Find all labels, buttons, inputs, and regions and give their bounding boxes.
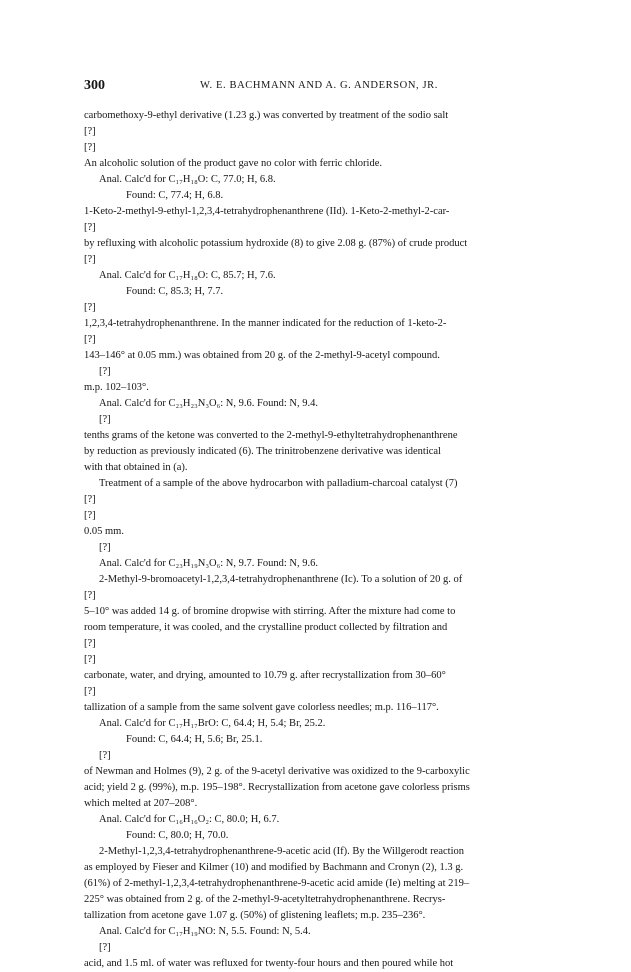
text-line: Anal. Calc'd for C₂₃H₂₃N₃O₆: N, 9.6. Found: N, 9.4. xyxy=(99,398,318,409)
text-line: carbomethoxy-9-ethyl derivative (1.23 g.) was converted by treatment of the sodio salt xyxy=(84,110,449,121)
text-line: 2-Methyl-9-bromoacetyl-1,2,3,4-tetrahydrophenanthrene (Ic). To a solution of 20 g. of xyxy=(99,574,463,585)
text-line: tallization from acetone gave 1.07 g. (50%) of glistening leaflets; m.p. 235–236°. xyxy=(84,910,426,921)
text-line: (61%) of 2-methyl-1,2,3,4-tetrahydrophenanthrene-9-acetic acid amide (Ie) melting at 219– xyxy=(84,878,470,889)
text-line: [?] xyxy=(84,686,96,697)
text-line: [?] xyxy=(84,334,96,345)
text-line: Found: C, 85.3; H, 7.7. xyxy=(126,286,224,297)
text-line: tenths grams of the ketone was converted to the 2-methyl-9-ethyltetrahydrophenanthrene xyxy=(84,430,458,441)
text-line: Treatment of a sample of the above hydrocarbon with palladium-charcoal catalyst (7) xyxy=(99,478,458,489)
text-line: 1-Keto-2-methyl-9-ethyl-1,2,3,4-tetrahydrophenanthrene (IId). 1-Keto-2-methyl-2-car- xyxy=(84,206,450,217)
text-line: [?] xyxy=(84,222,96,233)
text-line: Anal. Calc'd for C₂₃H₁₉N₃O₆: N, 9.7. Found: N, 9.6. xyxy=(99,558,318,569)
text-line: 1,2,3,4-tetrahydrophenanthrene. In the manner indicated for the reduction of 1-keto-2- xyxy=(84,318,447,329)
text-line: 5–10° was added 14 g. of bromine dropwise with stirring. After the mixture had come to xyxy=(84,606,456,617)
text-line: acid; yield 2 g. (99%), m.p. 195–198°. Recrystallization from acetone gave colorless prisms xyxy=(84,782,470,793)
text-line: Found: C, 80.0; H, 70.0. xyxy=(126,830,229,841)
page-header xyxy=(84,78,554,94)
text-line: [?] xyxy=(84,126,96,137)
text-line: 225° was obtained from 2 g. of the 2-methyl-9-acetyltetrahydrophenanthrene. Recrys- xyxy=(84,894,446,905)
text-line: Found: C, 77.4; H, 6.8. xyxy=(126,190,224,201)
text-line: Found: C, 64.4; H, 5.6; Br, 25.1. xyxy=(126,734,263,745)
text-line: as employed by Fieser and Kilmer (10) and modified by Bachmann and Cronyn (2), 1.3 g. xyxy=(84,862,464,873)
page-number: 300 xyxy=(84,78,105,93)
text-line: 2-Methyl-1,2,3,4-tetrahydrophenanthrene-9-acetic acid (If). By the Willgerodt reaction xyxy=(99,846,464,857)
text-line: [?] xyxy=(99,414,111,425)
text-line: Anal. Calc'd for C₁₇H₁₈O: C, 77.0; H, 6.8. xyxy=(99,174,276,185)
text-line: [?] xyxy=(99,366,111,377)
text-line: Anal. Calc'd for C₁₇H₁₉NO: N, 5.5. Found: N, 5.4. xyxy=(99,926,311,937)
text-line: [?] xyxy=(84,254,96,265)
text-line: [?] xyxy=(99,942,111,953)
text-line: [?] xyxy=(84,494,96,505)
text-line: tallization of a sample from the same solvent gave colorless needles; m.p. 116–117°. xyxy=(84,702,439,713)
text-line: [?] xyxy=(84,654,96,665)
text-line: [?] xyxy=(84,510,96,521)
text-line: m.p. 102–103°. xyxy=(84,382,149,393)
text-line: [?] xyxy=(84,142,96,153)
text-line: 143–146° at 0.05 mm.) was obtained from 20 g. of the 2-methyl-9-acetyl compound. xyxy=(84,350,440,361)
text-line: [?] xyxy=(99,542,111,553)
text-line: [?] xyxy=(99,750,111,761)
text-line: [?] xyxy=(84,302,96,313)
text-line: 0.05 mm. xyxy=(84,526,124,537)
text-line: [?] xyxy=(84,638,96,649)
text-line: by refluxing with alcoholic potassium hydroxide (8) to give 2.08 g. (87%) of crude product xyxy=(84,238,468,249)
text-line: of Newman and Holmes (9), 2 g. of the 9-acetyl derivative was oxidized to the 9-carboxylic xyxy=(84,766,470,777)
text-line: Anal. Calc'd for C₁₆H₁₆O₂: C, 80.0; H, 6.7. xyxy=(99,814,280,825)
text-line: Anal. Calc'd for C₁₇H₁₈O: C, 85.7; H, 7.6. xyxy=(99,270,276,281)
text-line: which melted at 207–208°. xyxy=(84,798,198,809)
text-line: An alcoholic solution of the product gave no color with ferric chloride. xyxy=(84,158,382,169)
text-line: with that obtained in (a). xyxy=(84,462,188,473)
body-text xyxy=(84,108,554,969)
text-line: by reduction as previously indicated (6). The trinitrobenzene derivative was identical xyxy=(84,446,441,457)
text-line: Anal. Calc'd for C₁₇H₁₇BrO: C, 64.4; H, 5.4; Br, 25.2. xyxy=(99,718,326,729)
text-line: room temperature, it was cooled, and the crystalline product collected by filtration and xyxy=(84,622,448,633)
running-head: W. E. BACHMANN AND A. G. ANDERSON, JR. xyxy=(200,80,438,91)
text-line: carbonate, water, and drying, amounted to 10.79 g. after recrystallization from 30–60° xyxy=(84,670,446,681)
text-line: [?] xyxy=(84,590,96,601)
text-line: acid, and 1.5 ml. of water was refluxed for twenty-four hours and then poured while hot xyxy=(84,958,454,969)
